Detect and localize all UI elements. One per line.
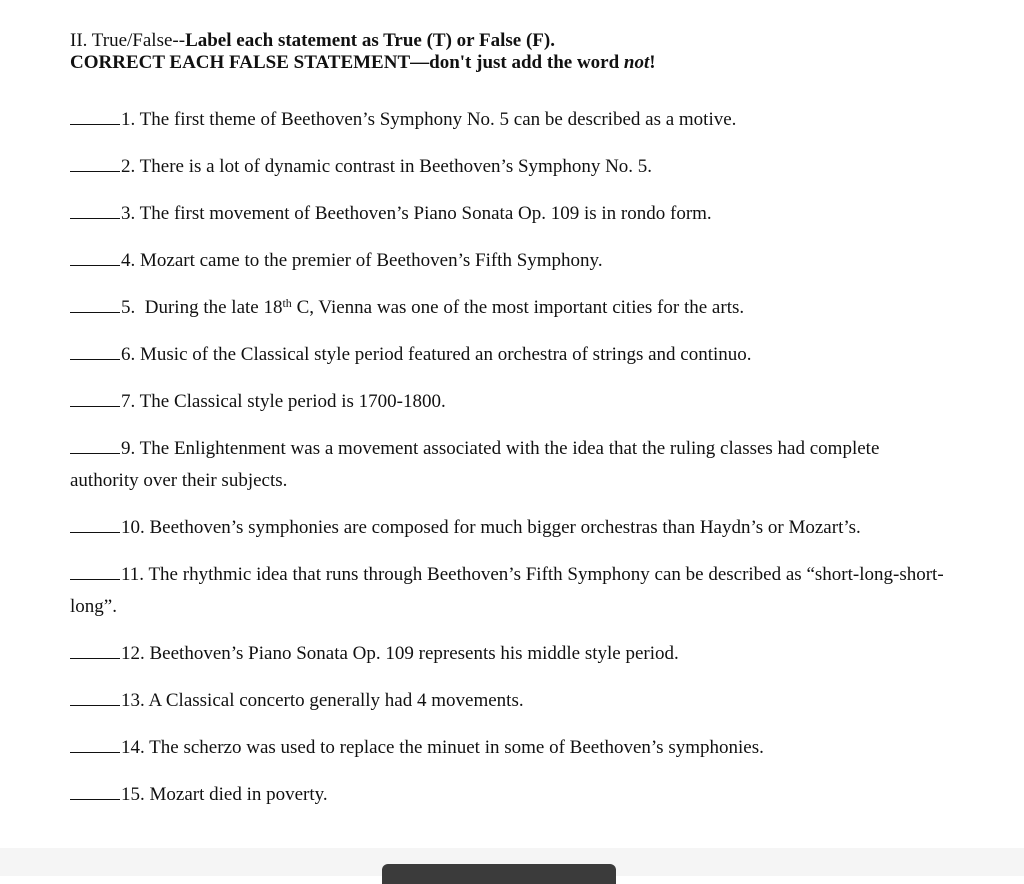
answer-blank[interactable] <box>70 200 120 219</box>
question-text: 6. Music of the Classical style period featured an orchestra of strings and continuo. <box>121 344 752 365</box>
answer-blank[interactable] <box>70 435 120 454</box>
question-item <box>70 512 950 544</box>
answer-blank[interactable] <box>70 294 120 313</box>
question-item <box>70 685 950 717</box>
question-text: 5. During the late 18 <box>121 297 283 318</box>
question-item <box>70 245 950 277</box>
section-title: II. True/False-- <box>70 30 186 51</box>
answer-blank[interactable] <box>70 561 120 580</box>
answer-blank[interactable] <box>70 514 120 533</box>
question-item <box>70 198 950 230</box>
question-text: 11. The rhythmic idea that runs through Beethoven’s Fifth Symphony can be described as “short-long-short-long”. <box>70 564 944 617</box>
question-item <box>70 292 950 324</box>
section-heading <box>70 30 950 74</box>
question-text: 10. Beethoven’s symphonies are composed for much bigger orchestras than Haydn’s or Mozart’s. <box>121 517 861 538</box>
question-text-end: C, Vienna was one of the most important cities for the arts. <box>291 297 745 318</box>
correction-emphasis: not <box>623 52 650 73</box>
question-item <box>70 433 950 497</box>
answer-blank[interactable] <box>70 734 120 753</box>
answer-blank[interactable] <box>70 341 120 360</box>
question-item <box>70 732 950 764</box>
question-item <box>70 339 950 371</box>
question-text: 3. The first movement of Beethoven’s Piano Sonata Op. 109 is in rondo form. <box>121 203 712 224</box>
question-item <box>70 638 950 670</box>
answer-blank[interactable] <box>70 687 120 706</box>
question-text: 1. The first theme of Beethoven’s Symphony No. 5 can be described as a motive. <box>121 109 737 130</box>
answer-blank[interactable] <box>70 388 120 407</box>
question-text: 13. A Classical concerto generally had 4 movements. <box>121 690 524 711</box>
question-item <box>70 151 950 183</box>
question-text: 4. Mozart came to the premier of Beethoven’s Fifth Symphony. <box>121 250 603 271</box>
viewer-toolbar[interactable] <box>382 864 616 884</box>
question-item <box>70 104 950 136</box>
correction-instruction: CORRECT EACH FALSE STATEMENT—don't just add the word <box>70 52 624 73</box>
question-item <box>70 386 950 418</box>
section-instruction: Label each statement as True (T) or False (F). <box>185 30 555 51</box>
question-text: 12. Beethoven’s Piano Sonata Op. 109 represents his middle style period. <box>121 643 679 664</box>
worksheet-page <box>70 30 950 826</box>
question-text: 7. The Classical style period is 1700-1800. <box>121 391 446 412</box>
question-text: 14. The scherzo was used to replace the minuet in some of Beethoven’s symphonies. <box>121 737 764 758</box>
question-text: 2. There is a lot of dynamic contrast in Beethoven’s Symphony No. 5. <box>121 156 653 177</box>
question-text: 15. Mozart died in poverty. <box>121 784 328 805</box>
question-item <box>70 779 950 811</box>
question-item <box>70 559 950 623</box>
answer-blank[interactable] <box>70 781 120 800</box>
answer-blank[interactable] <box>70 106 120 125</box>
answer-blank[interactable] <box>70 247 120 266</box>
answer-blank[interactable] <box>70 153 120 172</box>
question-list <box>70 104 950 811</box>
question-text: 9. The Enlightenment was a movement associated with the idea that the ruling classes had complete authority over their subjects. <box>70 438 880 491</box>
ordinal-suffix: th <box>282 296 292 310</box>
correction-end: ! <box>649 52 656 73</box>
answer-blank[interactable] <box>70 640 120 659</box>
